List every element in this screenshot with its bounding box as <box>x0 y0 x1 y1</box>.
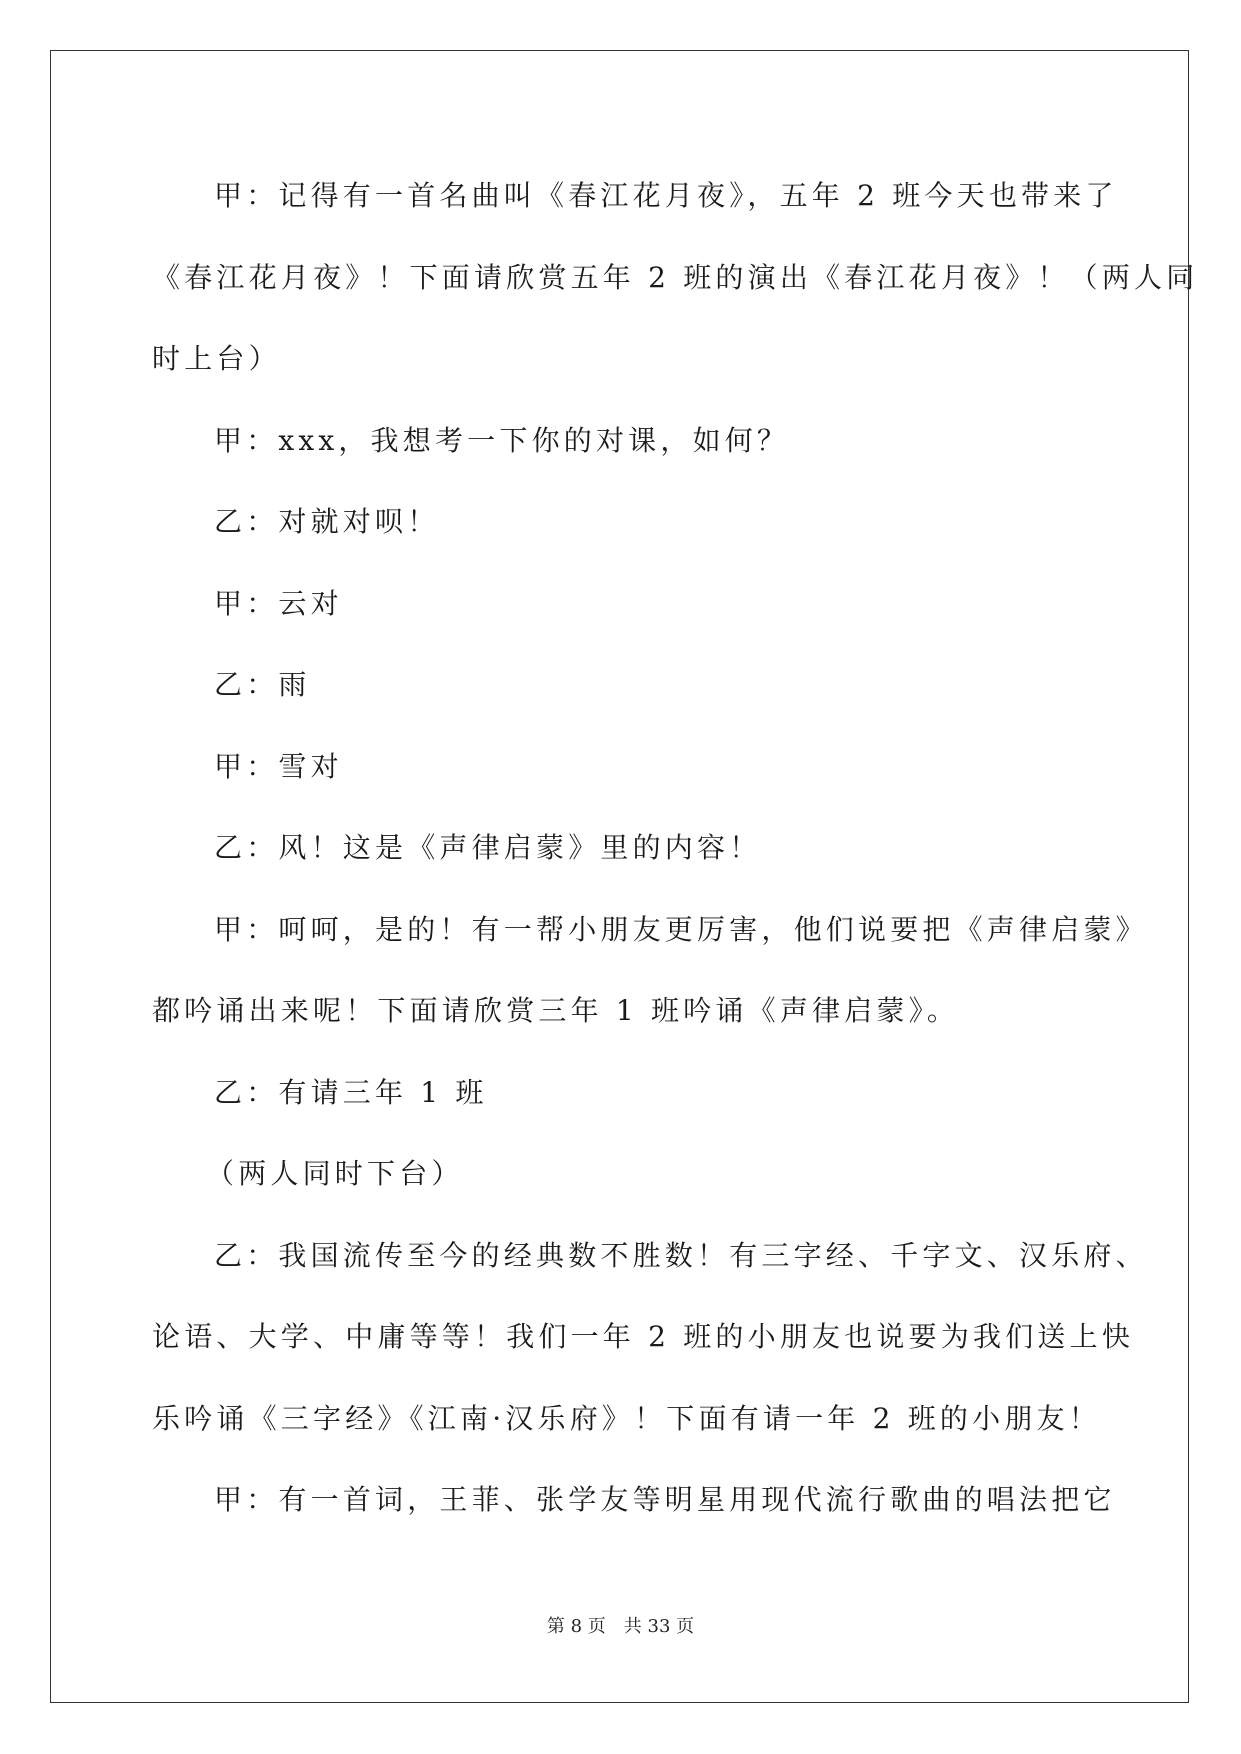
paragraph-line: 甲：记得有一首名曲叫《春江花月夜》，五年 2 班今天也带来了 <box>214 179 1118 212</box>
paragraph-line: 乙：风！这是《声律启蒙》里的内容！ <box>214 831 762 864</box>
paragraph-line: 乐吟诵《三字经》《江南·汉乐府》！下面有请一年 2 班的小朋友！ <box>152 1401 1101 1435</box>
page-number-footer: 第 8 页 共 33 页 <box>546 1616 695 1637</box>
paragraph-line: 都吟诵出来呢！下面请欣赏三年 1 班吟诵《声律启蒙》。 <box>152 994 960 1027</box>
paragraph-line: 甲：呵呵，是的！有一帮小朋友更厉害，他们说要把《声律启蒙》 <box>214 912 1148 946</box>
paragraph-line: 甲：云对 <box>214 586 343 620</box>
paragraph-line: （两人同时下台） <box>206 1157 464 1190</box>
paragraph-line: 乙：我国流传至今的经典数不胜数！有三字经、千字文、汉乐府、 <box>214 1238 1148 1272</box>
paragraph-line: 《春江花月夜》！下面请欣赏五年 2 班的演出《春江花月夜》！（两人同 <box>152 260 1199 294</box>
paragraph-line: 乙：对就对呗！ <box>214 505 440 538</box>
paragraph-line: 乙：雨 <box>214 668 311 701</box>
document-body <box>152 165 1199 1551</box>
paragraph-line: 甲：有一首词，王菲、张学友等明星用现代流行歌曲的唱法把它 <box>214 1483 1116 1516</box>
paragraph-line: 论语、大学、中庸等等！我们一年 2 班的小朋友也说要为我们送上快 <box>152 1320 1135 1353</box>
paragraph-line: 时上台） <box>152 342 281 375</box>
paragraph-line: 甲：雪对 <box>214 749 343 783</box>
paragraph-line: 甲：xxx，我想考一下你的对课，如何？ <box>214 423 790 457</box>
paragraph-line: 乙：有请三年 1 班 <box>214 1075 488 1109</box>
